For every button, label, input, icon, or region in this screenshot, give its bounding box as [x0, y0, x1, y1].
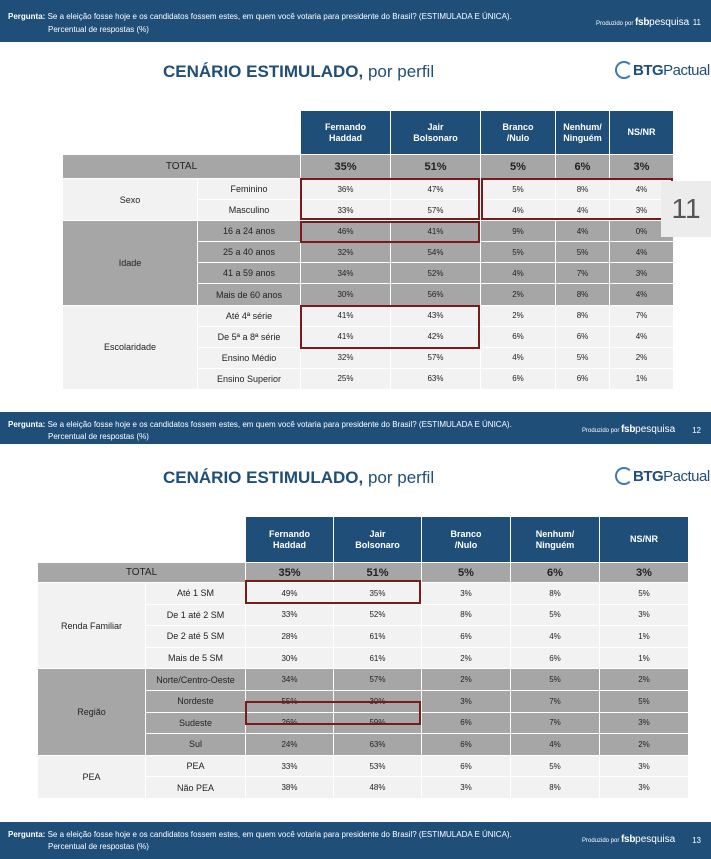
cell-value: 41%	[301, 305, 391, 326]
cell-value: 36%	[301, 179, 391, 200]
column-header: Branco /Nulo	[481, 111, 556, 155]
total-value: 51%	[334, 563, 422, 583]
cell-value: 34%	[301, 263, 391, 284]
row-label: PEA	[146, 755, 246, 777]
cell-value: 1%	[600, 647, 689, 669]
cell-value: 33%	[246, 604, 334, 626]
column-header: NS/NR	[610, 111, 674, 155]
row-label: De 5ª a 8ª série	[198, 326, 301, 347]
row-label: Sudeste	[146, 712, 246, 734]
cell-value: 4%	[481, 263, 556, 284]
row-label: Sul	[146, 734, 246, 756]
row-label: Não PEA	[146, 777, 246, 799]
cell-value: 6%	[422, 712, 511, 734]
page-badge: 11	[661, 181, 711, 237]
cell-value: 3%	[600, 712, 689, 734]
cell-value: 4%	[610, 242, 674, 263]
cell-value: 3%	[422, 777, 511, 799]
row-label: Masculino	[198, 200, 301, 221]
results-table	[62, 110, 674, 390]
cell-value: 4%	[610, 326, 674, 347]
cell-value: 33%	[246, 755, 334, 777]
cell-value: 38%	[246, 777, 334, 799]
cell-value: 41%	[391, 221, 481, 242]
total-row	[63, 155, 674, 179]
cell-value: 4%	[481, 347, 556, 368]
cell-value: 57%	[391, 347, 481, 368]
column-header: NS/NR	[600, 517, 689, 563]
cell-value: 3%	[610, 200, 674, 221]
cell-value: 63%	[334, 734, 422, 756]
cell-value: 8%	[556, 305, 610, 326]
cell-value: 8%	[422, 604, 511, 626]
cell-value: 6%	[556, 368, 610, 389]
cell-value: 5%	[511, 604, 600, 626]
cell-value: 52%	[334, 604, 422, 626]
row-label: Ensino Médio	[198, 347, 301, 368]
table-row	[38, 755, 689, 777]
cell-value: 4%	[556, 200, 610, 221]
cell-value: 4%	[481, 200, 556, 221]
cell-value: 35%	[334, 583, 422, 605]
page-number: 13	[692, 836, 701, 845]
cell-value: 24%	[246, 734, 334, 756]
question-note: Percentual de respostas (%)	[48, 842, 149, 851]
cell-value: 3%	[422, 690, 511, 712]
question-text: Se a eleição fosse hoje e os candidatos fossem estes, em quem você votaria para presidente do Brasil? (ESTIMULADA E ÚNICA).	[47, 12, 512, 21]
cell-value: 34%	[246, 669, 334, 691]
column-header: Fernando Haddad	[246, 517, 334, 563]
cell-value: 46%	[301, 221, 391, 242]
question-note: Percentual de respostas (%)	[48, 432, 149, 441]
cell-value: 5%	[481, 179, 556, 200]
column-header: Jair Bolsonaro	[391, 111, 481, 155]
cell-value: 54%	[391, 242, 481, 263]
cell-value: 41%	[301, 326, 391, 347]
cell-value: 30%	[301, 284, 391, 305]
table-row	[63, 179, 674, 200]
question-label: Pergunta:	[8, 12, 46, 21]
cell-value: 6%	[481, 368, 556, 389]
question-text: Se a eleição fosse hoje e os candidatos fossem estes, em quem você votaria para presidente do Brasil? (ESTIMULADA E ÚNICA).	[47, 830, 512, 839]
question-line	[8, 420, 512, 429]
total-label: TOTAL	[63, 155, 301, 179]
btg-swirl-icon	[615, 61, 633, 79]
group-label: Escolaridade	[63, 305, 198, 389]
question-note: Percentual de respostas (%)	[48, 25, 149, 34]
question-bar-middle	[0, 412, 711, 444]
slide-title: CENÁRIO ESTIMULADO, por perfil	[163, 468, 435, 487]
cell-value: 3%	[610, 263, 674, 284]
cell-value: 5%	[511, 755, 600, 777]
total-value: 35%	[246, 563, 334, 583]
cell-value: 5%	[481, 242, 556, 263]
cell-value: 1%	[600, 626, 689, 648]
table-row	[38, 583, 689, 605]
cell-value: 7%	[511, 712, 600, 734]
cell-value: 52%	[391, 263, 481, 284]
row-label: Mais de 5 SM	[146, 647, 246, 669]
cell-value: 59%	[334, 712, 422, 734]
cell-value: 3%	[600, 755, 689, 777]
cell-value: 7%	[556, 263, 610, 284]
cell-value: 0%	[610, 221, 674, 242]
cell-value: 8%	[511, 583, 600, 605]
cell-value: 2%	[422, 647, 511, 669]
column-header: Branco /Nulo	[422, 517, 511, 563]
row-label: Norte/Centro-Oeste	[146, 669, 246, 691]
cell-value: 47%	[391, 179, 481, 200]
total-value: 3%	[600, 563, 689, 583]
cell-value: 26%	[246, 712, 334, 734]
row-label: 41 a 59 anos	[198, 263, 301, 284]
total-row	[38, 563, 689, 583]
cell-value: 32%	[301, 242, 391, 263]
cell-value: 3%	[422, 583, 511, 605]
cell-value: 30%	[246, 647, 334, 669]
cell-value: 53%	[334, 755, 422, 777]
table-row	[38, 669, 689, 691]
btg-pactual-logo: BTGPactual	[615, 61, 710, 79]
cell-value: 6%	[511, 647, 600, 669]
total-value: 5%	[422, 563, 511, 583]
row-label: 16 a 24 anos	[198, 221, 301, 242]
cell-value: 5%	[600, 583, 689, 605]
total-value: 6%	[556, 155, 610, 179]
cell-value: 8%	[511, 777, 600, 799]
cell-value: 49%	[246, 583, 334, 605]
row-label: De 1 até 2 SM	[146, 604, 246, 626]
page-number: 11	[692, 18, 701, 27]
cell-value: 48%	[334, 777, 422, 799]
row-label: Feminino	[198, 179, 301, 200]
total-value: 51%	[391, 155, 481, 179]
cell-value: 2%	[600, 669, 689, 691]
cell-value: 4%	[610, 284, 674, 305]
cell-value: 6%	[422, 734, 511, 756]
cell-value: 57%	[334, 669, 422, 691]
cell-value: 2%	[481, 305, 556, 326]
total-value: 6%	[511, 563, 600, 583]
cell-value: 4%	[556, 221, 610, 242]
cell-value: 7%	[511, 690, 600, 712]
row-label: Ensino Superior	[198, 368, 301, 389]
cell-value: 5%	[556, 347, 610, 368]
cell-value: 1%	[610, 368, 674, 389]
group-label: Sexo	[63, 179, 198, 221]
btg-pactual-logo: BTGPactual	[615, 467, 710, 485]
btg-swirl-icon	[615, 467, 633, 485]
column-header: Fernando Haddad	[301, 111, 391, 155]
produced-by: Produzido por fsbpesquisa	[582, 834, 676, 845]
cell-value: 32%	[301, 347, 391, 368]
cell-value: 9%	[481, 221, 556, 242]
row-label: 25 a 40 anos	[198, 242, 301, 263]
row-label: Até 4ª série	[198, 305, 301, 326]
slide-title: CENÁRIO ESTIMULADO, por perfil	[163, 62, 435, 81]
total-value: 5%	[481, 155, 556, 179]
cell-value: 5%	[600, 690, 689, 712]
cell-value: 6%	[481, 326, 556, 347]
cell-value: 4%	[511, 734, 600, 756]
page-number: 12	[692, 426, 701, 435]
cell-value: 7%	[610, 305, 674, 326]
cell-value: 6%	[422, 755, 511, 777]
results-table	[37, 516, 689, 799]
cell-value: 30%	[334, 690, 422, 712]
question-text: Se a eleição fosse hoje e os candidatos fossem estes, em quem você votaria para presidente do Brasil? (ESTIMULADA E ÚNICA).	[47, 420, 512, 429]
row-label: Mais de 60 anos	[198, 284, 301, 305]
cell-value: 61%	[334, 626, 422, 648]
question-bar-top	[0, 0, 711, 42]
group-label: Região	[38, 669, 146, 755]
question-line	[8, 830, 512, 839]
group-label: PEA	[38, 755, 146, 798]
cell-value: 4%	[610, 179, 674, 200]
question-line	[8, 12, 512, 21]
table-row	[63, 221, 674, 242]
total-label: TOTAL	[38, 563, 246, 583]
cell-value: 3%	[600, 604, 689, 626]
cell-value: 57%	[391, 200, 481, 221]
cell-value: 61%	[334, 647, 422, 669]
row-label: Nordeste	[146, 690, 246, 712]
cell-value: 8%	[556, 179, 610, 200]
cell-value: 5%	[556, 242, 610, 263]
question-label: Pergunta:	[8, 420, 46, 429]
produced-by: Produzido por fsbpesquisa	[582, 424, 676, 435]
group-label: Idade	[63, 221, 198, 305]
column-header: Nenhum/ Ninguém	[511, 517, 600, 563]
produced-by: Produzido por fsbpesquisa	[596, 17, 690, 28]
cell-value: 6%	[556, 326, 610, 347]
cell-value: 6%	[422, 626, 511, 648]
cell-value: 3%	[600, 777, 689, 799]
cell-value: 33%	[301, 200, 391, 221]
cell-value: 2%	[481, 284, 556, 305]
cell-value: 2%	[422, 669, 511, 691]
column-header: Nenhum/ Ninguém	[556, 111, 610, 155]
cell-value: 42%	[391, 326, 481, 347]
row-label: De 2 até 5 SM	[146, 626, 246, 648]
cell-value: 63%	[391, 368, 481, 389]
cell-value: 5%	[511, 669, 600, 691]
group-label: Renda Familiar	[38, 583, 146, 669]
cell-value: 55%	[246, 690, 334, 712]
table-row	[63, 305, 674, 326]
total-value: 35%	[301, 155, 391, 179]
question-label: Pergunta:	[8, 830, 46, 839]
column-header: Jair Bolsonaro	[334, 517, 422, 563]
question-bar-bottom	[0, 822, 711, 859]
cell-value: 56%	[391, 284, 481, 305]
cell-value: 2%	[600, 734, 689, 756]
cell-value: 8%	[556, 284, 610, 305]
total-value: 3%	[610, 155, 674, 179]
cell-value: 25%	[301, 368, 391, 389]
cell-value: 4%	[511, 626, 600, 648]
row-label: Até 1 SM	[146, 583, 246, 605]
cell-value: 2%	[610, 347, 674, 368]
cell-value: 43%	[391, 305, 481, 326]
cell-value: 28%	[246, 626, 334, 648]
